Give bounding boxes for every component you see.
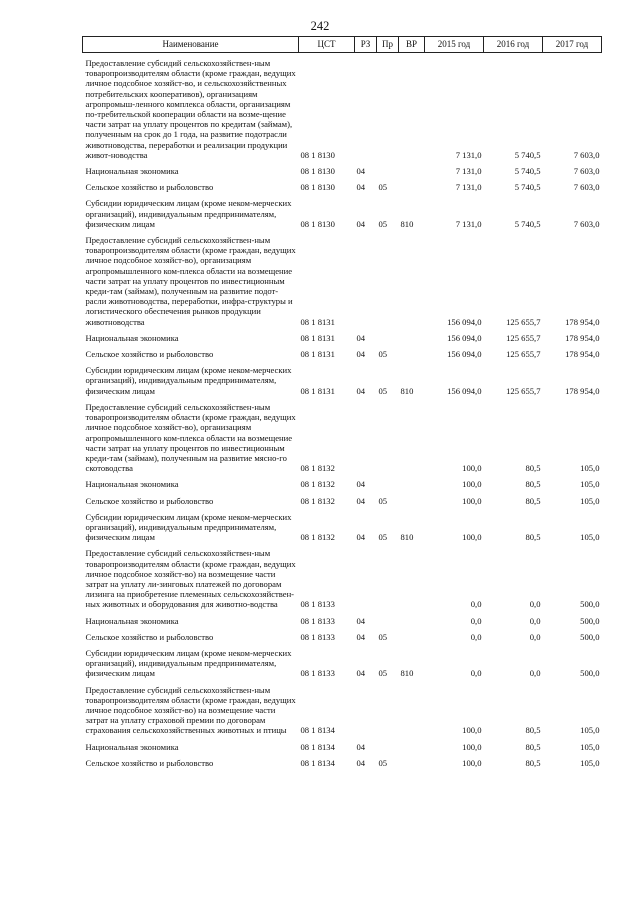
cell-2017: 105,0 (580, 757, 600, 768)
cell-name: Субсидии юридическим лицам (кроме неком-мерческих организаций), индивидуальным предпринимателям, физическим лицам (85, 647, 292, 679)
cell-2015: 100,0 (462, 757, 482, 768)
cell-pr: 05 (378, 495, 388, 506)
cell-2017: 178 954,0 (565, 349, 600, 360)
cell-cst: 08 1 8130 (300, 149, 335, 160)
cell-2015: 0,0 (470, 615, 482, 626)
cell-2015: 0,0 (470, 631, 482, 642)
cell-2015: 100,0 (462, 463, 482, 474)
cell-vr (399, 53, 425, 162)
cell-cst: 08 1 8131 (300, 316, 335, 327)
table-row (83, 230, 602, 328)
cell-2015: 100,0 (462, 741, 482, 752)
cell-name: Сельское хозяйство и рыболовство (85, 631, 214, 642)
cell-rz: 04 (356, 495, 366, 506)
cell-2016: 125 655,7 (506, 349, 541, 360)
cell-2016: 80,5 (525, 495, 541, 506)
cell-2016: 0,0 (529, 615, 541, 626)
cell-cst: 08 1 8133 (300, 631, 335, 642)
cell-pr: 05 (378, 385, 388, 396)
cell-2016: 80,5 (525, 532, 541, 543)
cell-2015: 0,0 (470, 668, 482, 679)
cell-name: Субсидии юридическим лицам (кроме неком-мерческих организаций), индивидуальным предпринимателям, физическим лицам (85, 198, 292, 229)
header-2017: 2017 год (543, 37, 602, 53)
cell-pr: 05 (378, 757, 388, 768)
table-row (83, 328, 602, 344)
cell-pr (377, 397, 399, 474)
cell-2016: 125 655,7 (506, 385, 541, 396)
cell-cst: 08 1 8130 (300, 218, 335, 229)
cell-rz: 04 (356, 385, 366, 396)
cell-2015: 0,0 (470, 599, 482, 610)
cell-pr: 05 (378, 218, 388, 229)
table-row (83, 161, 602, 177)
cell-2016: 125 655,7 (506, 332, 541, 343)
cell-cst: 08 1 8131 (300, 385, 335, 396)
cell-cst: 08 1 8132 (300, 495, 335, 506)
cell-2017: 105,0 (580, 463, 600, 474)
cell-rz: 04 (356, 532, 366, 543)
budget-table (82, 36, 602, 769)
cell-name: Сельское хозяйство и рыболовство (85, 757, 214, 768)
cell-2015: 156 094,0 (447, 316, 482, 327)
cell-vr (399, 328, 425, 344)
header-2015: 2015 год (425, 37, 484, 53)
cell-rz (355, 680, 377, 737)
cell-2017: 178 954,0 (565, 316, 600, 327)
cell-2016: 5 740,5 (514, 166, 541, 177)
cell-vr: 810 (400, 385, 414, 396)
cell-name: Предоставление субсидий сельскохозяйствен-ным товаропроизводителям области (кроме граждан, ведущих личное подсобное хозяйст-во), организациям агропромышленного ком-плекса области на возмещение части затрат на уплату процентов по инвестиционным креди-там (займам), полученным на развитие подот-расли животноводства, переработки, инфра-структуры и логистического обеспечения рынков продукции животноводства (85, 235, 296, 327)
cell-pr (377, 53, 399, 162)
cell-cst: 08 1 8132 (300, 463, 335, 474)
cell-vr (399, 737, 425, 753)
table-row (83, 753, 602, 769)
cell-cst: 08 1 8131 (300, 332, 335, 343)
cell-2016: 0,0 (529, 631, 541, 642)
cell-2017: 7 603,0 (573, 149, 600, 160)
cell-2017: 105,0 (580, 532, 600, 543)
cell-pr: 05 (378, 349, 388, 360)
table-body (83, 53, 602, 769)
cell-rz: 04 (356, 615, 366, 626)
cell-rz: 04 (356, 332, 366, 343)
header-pr: Пр (377, 37, 399, 53)
cell-vr (399, 627, 425, 643)
cell-2015: 156 094,0 (447, 385, 482, 396)
cell-2017: 500,0 (580, 599, 600, 610)
cell-2015: 156 094,0 (447, 332, 482, 343)
cell-2017: 105,0 (580, 495, 600, 506)
cell-rz: 04 (356, 349, 366, 360)
cell-2015: 100,0 (462, 532, 482, 543)
table-header-row (83, 37, 602, 53)
cell-vr: 810 (400, 668, 414, 679)
table-row (83, 177, 602, 193)
cell-2017: 500,0 (580, 615, 600, 626)
cell-name: Национальная экономика (85, 166, 179, 177)
cell-2015: 7 131,0 (455, 149, 482, 160)
cell-vr: 810 (400, 218, 414, 229)
cell-pr: 05 (378, 631, 388, 642)
cell-pr (377, 328, 399, 344)
cell-2015: 100,0 (462, 495, 482, 506)
header-2016: 2016 год (484, 37, 543, 53)
header-name: Наименование (83, 37, 299, 53)
cell-rz: 04 (356, 631, 366, 642)
cell-rz (355, 543, 377, 610)
cell-2017: 105,0 (580, 725, 600, 736)
page-number: 242 (310, 19, 330, 33)
cell-cst: 08 1 8133 (300, 599, 335, 610)
table-row (83, 193, 602, 230)
cell-name: Национальная экономика (85, 332, 179, 343)
cell-2015: 156 094,0 (447, 349, 482, 360)
cell-2016: 125 655,7 (506, 316, 541, 327)
cell-vr (399, 491, 425, 507)
table-row (83, 611, 602, 627)
cell-name: Субсидии юридическим лицам (кроме неком-мерческих организаций), индивидуальным предпринимателям, физическим лицам (85, 365, 292, 396)
cell-name: Предоставление субсидий сельскохозяйствен-ным товаропроизводителям области (кроме граждан, ведущих личное подсобное хозяйст-во), организациям агропромышленного ком-плекса области на возмещение части затрат на уплату процентов по инвестиционным креди-там (займам), полученным на развитие мясно-го скотоводства (85, 401, 296, 474)
table-row (83, 474, 602, 490)
cell-2017: 105,0 (580, 479, 600, 490)
cell-name: Субсидии юридическим лицам (кроме неком-мерческих организаций), индивидуальным предпринимателям, физическим лицам (85, 511, 292, 543)
cell-vr (399, 753, 425, 769)
cell-2016: 80,5 (525, 757, 541, 768)
cell-2015: 7 131,0 (455, 218, 482, 229)
cell-2016: 5 740,5 (514, 182, 541, 193)
cell-cst: 08 1 8134 (300, 757, 335, 768)
cell-rz: 04 (356, 166, 366, 177)
cell-2015: 100,0 (462, 479, 482, 490)
table-row (83, 360, 602, 397)
cell-pr (377, 161, 399, 177)
cell-name: Предоставление субсидий сельскохозяйствен-ным товаропроизводителям области (кроме граждан, ведущих личное подсобное хозяйст-во) на возмещение части затрат на уплату ли-зинговых платежей по договорам лизинга на приобретение племенных сельскохозяйствен-ных животных и оборудования для животно-водства (85, 548, 296, 610)
cell-cst: 08 1 8130 (300, 166, 335, 177)
table-row (83, 507, 602, 544)
cell-2017: 178 954,0 (565, 385, 600, 396)
cell-2016: 80,5 (525, 463, 541, 474)
cell-name: Национальная экономика (85, 615, 179, 626)
cell-rz: 04 (356, 218, 366, 229)
cell-pr: 05 (378, 532, 388, 543)
cell-vr (399, 161, 425, 177)
cell-cst: 08 1 8133 (300, 668, 335, 679)
cell-2016: 80,5 (525, 741, 541, 752)
cell-cst: 08 1 8134 (300, 741, 335, 752)
header-rz: РЗ (355, 37, 377, 53)
table-row (83, 627, 602, 643)
table-row (83, 344, 602, 360)
cell-name: Предоставление субсидий сельскохозяйствен-ным товаропроизводителям области (кроме граждан, ведущих личное подсобное хозяйст-во) на возмещение части затрат на уплату страховой премии по договорам страхования сельскохозяйственных животных и птицы (85, 684, 296, 736)
cell-vr (399, 344, 425, 360)
cell-2016: 0,0 (529, 599, 541, 610)
cell-cst: 08 1 8132 (300, 532, 335, 543)
table-row (83, 737, 602, 753)
cell-2015: 7 131,0 (455, 166, 482, 177)
cell-name: Национальная экономика (85, 741, 179, 752)
cell-vr (399, 474, 425, 490)
table-row (83, 491, 602, 507)
cell-rz (355, 53, 377, 162)
cell-2017: 105,0 (580, 741, 600, 752)
cell-pr (377, 611, 399, 627)
cell-rz: 04 (356, 757, 366, 768)
cell-cst: 08 1 8132 (300, 479, 335, 490)
cell-rz: 04 (356, 741, 366, 752)
table-row (83, 680, 602, 737)
table-row (83, 543, 602, 610)
cell-rz: 04 (356, 668, 366, 679)
cell-name: Предоставление субсидий сельскохозяйствен-ным товаропроизводителям области (кроме граждан, ведущих личное подсобное хозяйст-во, и сельскохозяйственных потребительских кооперативов), организациям агропромыш-ленного комплекса области, организациям по-требительской кооперации области на возме-щение части затрат на уплату процентов по кредитам (займам), полученным на срок до 1 года, на развитие подотрасли животноводства, переработки и реализации продукции живот-новодства (85, 58, 296, 160)
cell-2015: 100,0 (462, 725, 482, 736)
cell-vr (399, 680, 425, 737)
cell-2016: 80,5 (525, 725, 541, 736)
cell-pr: 05 (378, 182, 388, 193)
cell-vr (399, 177, 425, 193)
cell-2017: 7 603,0 (573, 166, 600, 177)
cell-name: Сельское хозяйство и рыболовство (85, 349, 214, 360)
cell-vr (399, 543, 425, 610)
cell-pr (377, 543, 399, 610)
header-cst: ЦСТ (299, 37, 355, 53)
cell-2016: 5 740,5 (514, 149, 541, 160)
cell-cst: 08 1 8130 (300, 182, 335, 193)
cell-cst: 08 1 8131 (300, 349, 335, 360)
header-vr: ВР (399, 37, 425, 53)
cell-vr (399, 611, 425, 627)
cell-name: Сельское хозяйство и рыболовство (85, 182, 214, 193)
cell-pr: 05 (378, 668, 388, 679)
cell-name: Сельское хозяйство и рыболовство (85, 495, 214, 506)
cell-2015: 7 131,0 (455, 182, 482, 193)
cell-pr (377, 737, 399, 753)
cell-pr (377, 230, 399, 328)
cell-2017: 500,0 (580, 668, 600, 679)
cell-cst: 08 1 8134 (300, 725, 335, 736)
cell-pr (377, 474, 399, 490)
cell-pr (377, 680, 399, 737)
cell-rz (355, 230, 377, 328)
table-row (83, 53, 602, 162)
cell-vr: 810 (400, 532, 414, 543)
cell-2017: 178 954,0 (565, 332, 600, 343)
cell-2016: 0,0 (529, 668, 541, 679)
cell-2017: 7 603,0 (573, 182, 600, 193)
cell-vr (399, 230, 425, 328)
cell-rz: 04 (356, 182, 366, 193)
cell-2017: 7 603,0 (573, 218, 600, 229)
table-row (83, 397, 602, 474)
cell-cst: 08 1 8133 (300, 615, 335, 626)
cell-vr (399, 397, 425, 474)
table-row (83, 643, 602, 680)
cell-2017: 500,0 (580, 631, 600, 642)
cell-name: Национальная экономика (85, 479, 179, 490)
cell-rz (355, 397, 377, 474)
cell-2016: 5 740,5 (514, 218, 541, 229)
cell-2016: 80,5 (525, 479, 541, 490)
cell-rz: 04 (356, 479, 366, 490)
